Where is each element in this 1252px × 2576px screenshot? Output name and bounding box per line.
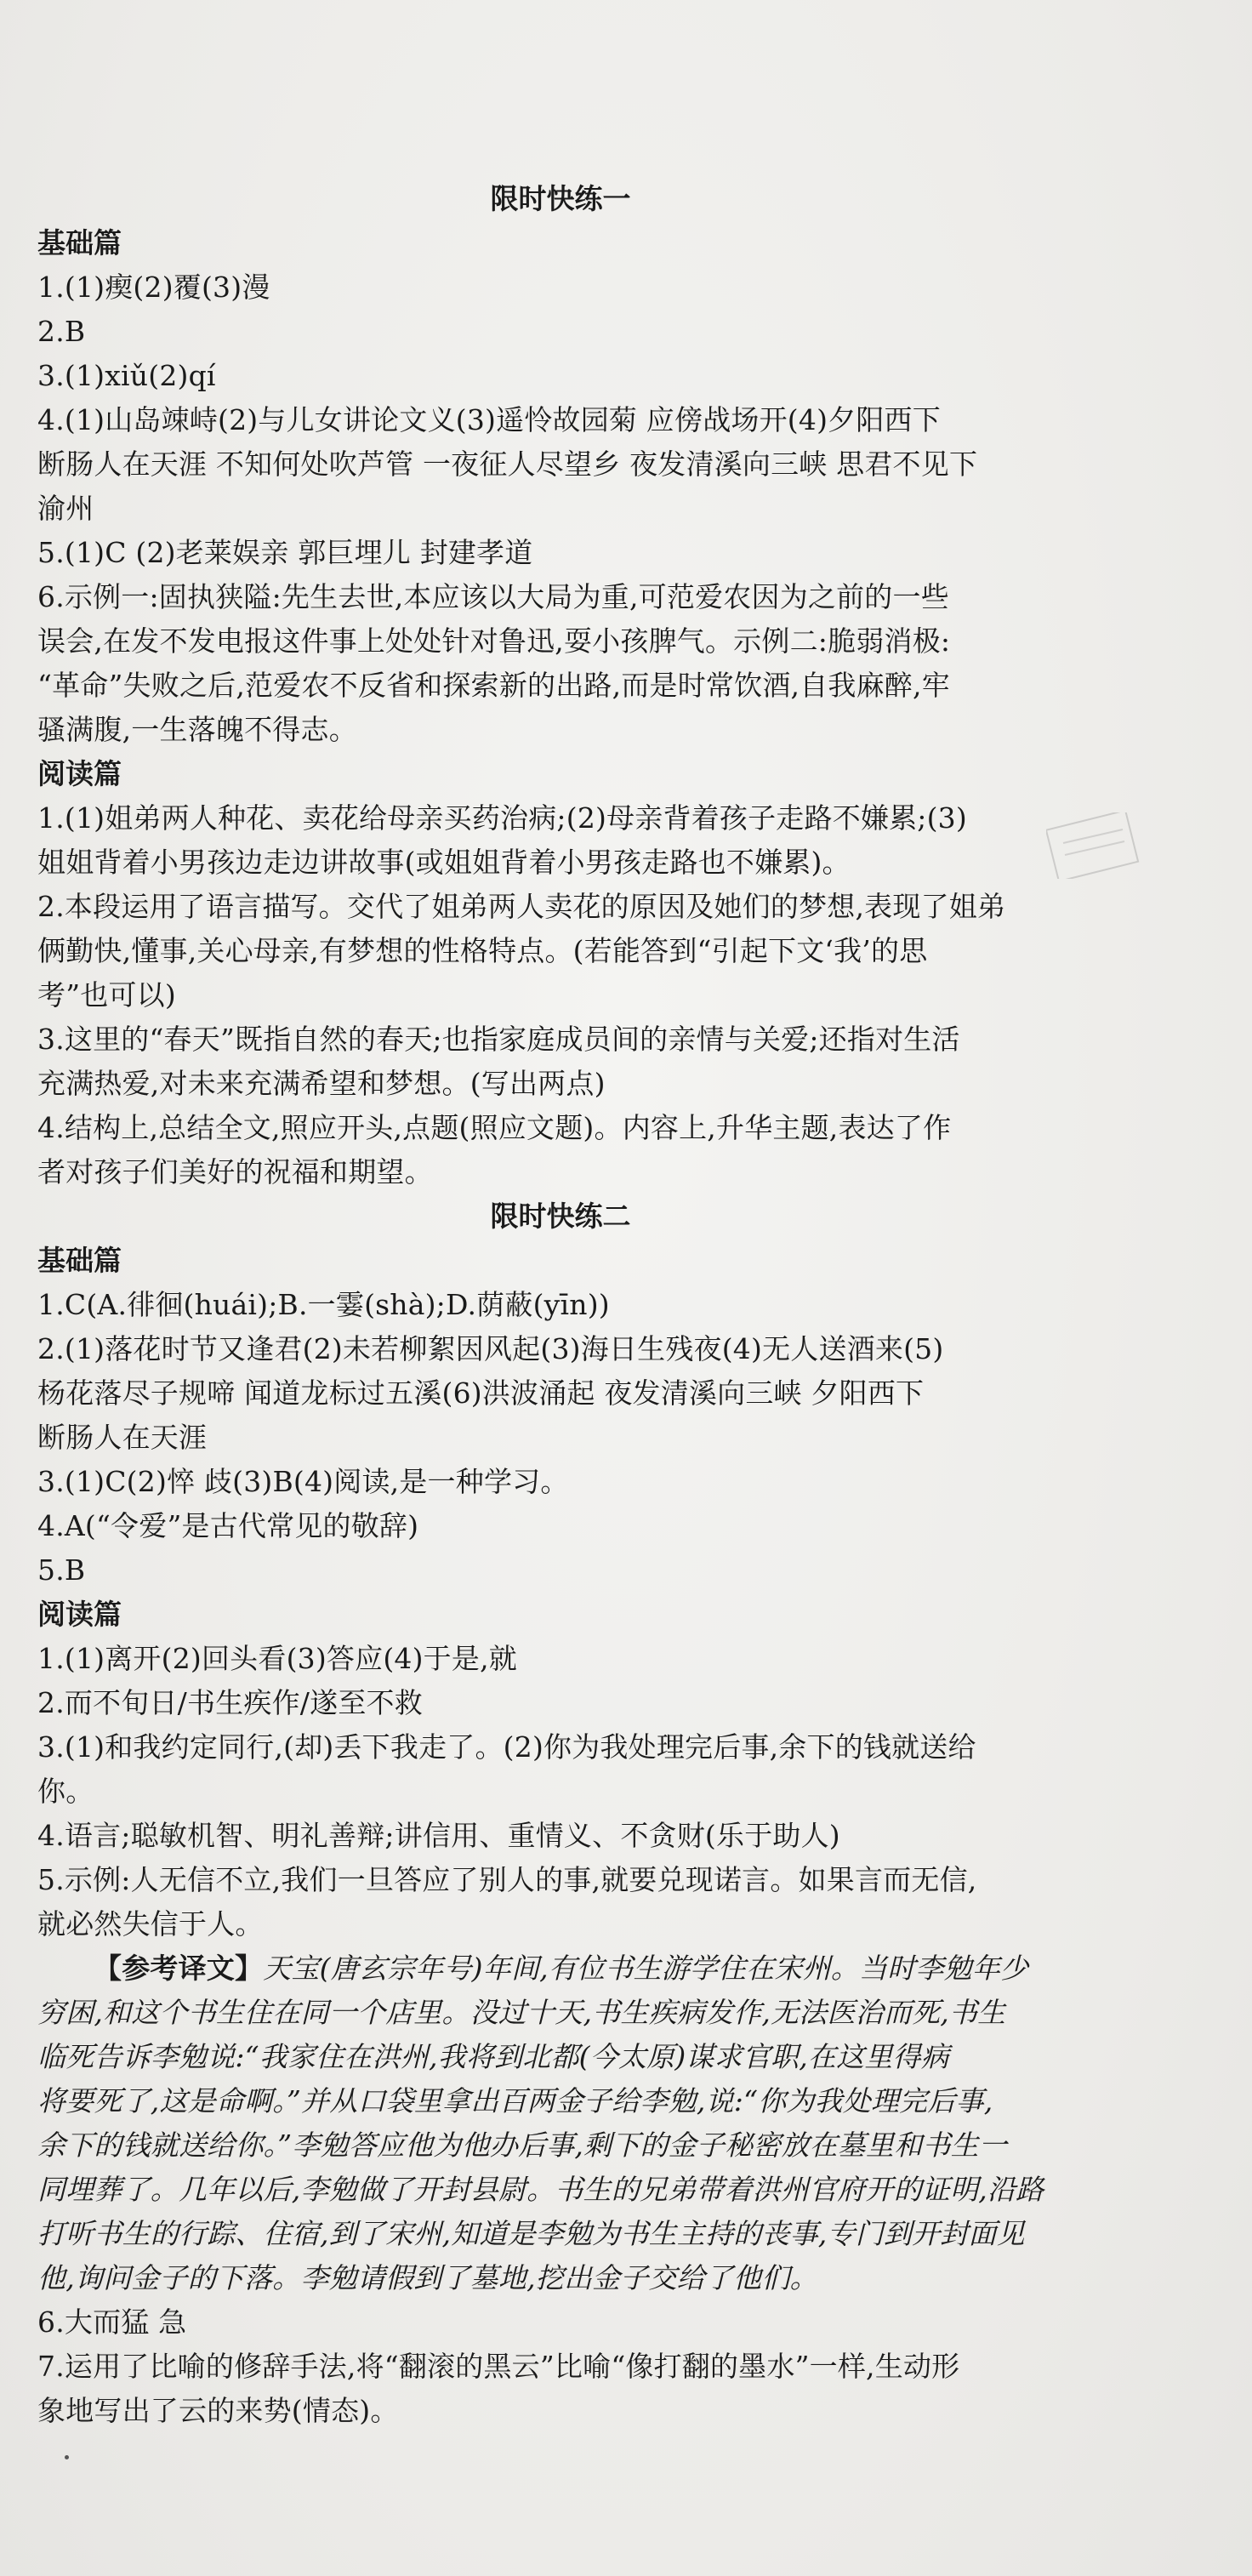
answer-line: 者对孩子们美好的祝福和期望。 xyxy=(37,1155,433,1188)
answer-line: 杨花落尽子规啼 闻道龙标过五溪(6)洪波涌起 夜发清溪向三峡 夕阳西下 xyxy=(37,1376,925,1410)
answer-line: 3.这里的“春天”既指自然的春天;也指家庭成员间的亲情与关爱;还指对生活 xyxy=(37,1023,960,1056)
answer-line: 5.(1)C (2)老莱娱亲 郭巨埋儿 封建孝道 xyxy=(37,536,533,569)
answer-line: 5.B xyxy=(37,1553,86,1587)
answer-line: 6.大而猛 急 xyxy=(37,2305,187,2339)
answer-line: “革命”失败之后,范爱农不反省和探索新的出路,而是时常饮酒,自我麻醉,牢 xyxy=(37,669,950,702)
section-label-basic: 基础篇 xyxy=(37,1244,122,1277)
answer-line: 5.示例:人无信不立,我们一旦答应了别人的事,就要兑现诺言。如果言而无信, xyxy=(37,1863,977,1896)
section-label-reading: 阅读篇 xyxy=(37,1598,122,1631)
answer-line: 姐姐背着小男孩边走边讲故事(或姐姐背着小男孩走路也不嫌累)。 xyxy=(37,846,851,879)
section-title: 限时快练二 xyxy=(490,1200,631,1233)
translation-line: 打听书生的行踪、住宿,到了宋州,知道是李勉为书生主持的丧事,专门到开封面见 xyxy=(37,2217,1025,2250)
answer-line: 3.(1)C(2)悴 歧(3)B(4)阅读,是一种学习。 xyxy=(37,1465,569,1498)
answer-line: 象地写出了云的来势(情态)。 xyxy=(37,2394,399,2427)
translation-line: 临死告诉李勉说:“我家住在洪州,我将到北都(今太原)谋求官职,在这里得病 xyxy=(37,2040,949,2073)
answer-line: 4.结构上,总结全文,照应开头,点题(照应文题)。内容上,升华主题,表达了作 xyxy=(37,1111,952,1144)
answer-line: 1.C(A.徘徊(huái);B.一霎(shà);D.荫蔽(yīn)) xyxy=(37,1288,610,1321)
reading-answers-continued xyxy=(37,2300,1084,2433)
answer-line: 考”也可以) xyxy=(37,978,176,1012)
answer-line: 1.(1)瘈(2)覆(3)漫 xyxy=(37,271,270,304)
answer-line: 3.(1)xiǔ(2)qí xyxy=(37,359,216,392)
answer-line: 4.A(“令爱”是古代常见的敬辞) xyxy=(37,1509,419,1542)
answer-line: 误会,在发不发电报这件事上处处针对鲁迅,耍小孩脾气。示例二:脆弱消极: xyxy=(37,624,951,658)
answer-line: 4.语言;聪敏机智、明礼善辩;讲信用、重情义、不贪财(乐于助人) xyxy=(37,1819,840,1852)
translation-text: 天宝(唐玄宗年号)年间,有位书生游学住在宋州。当时李勉年少 xyxy=(263,1952,1029,1985)
answer-line: 渝州 xyxy=(37,492,94,525)
answer-line: 你。 xyxy=(37,1775,94,1808)
translation-line: 同埋葬了。几年以后,李勉做了开封县尉。书生的兄弟带着洪州官府开的证明,沿路 xyxy=(37,2173,1044,2206)
answer-line: 俩勤快,懂事,关心母亲,有梦想的性格特点。(若能答到“引起下文‘我’的思 xyxy=(37,934,928,967)
translation-label: 【参考译文】 xyxy=(94,1952,264,1985)
answer-line: 7.运用了比喻的修辞手法,将“翻滚的黑云”比喻“像打翻的墨水”一样,生动形 xyxy=(37,2350,960,2383)
basic-answers xyxy=(37,1283,1084,1593)
translation-line: 余下的钱就送给你。”李勉答应他为他办后事,剩下的金子秘密放在墓里和书生一 xyxy=(37,2129,1008,2162)
answer-content xyxy=(37,177,1084,2433)
section-title: 限时快练一 xyxy=(490,182,631,215)
answer-line: 1.(1)姐弟两人种花、卖花给母亲买药治病;(2)母亲背着孩子走路不嫌累;(3) xyxy=(37,801,967,835)
answer-line: 断肠人在天涯 不知何处吹芦管 一夜征人尽望乡 夜发清溪向三峡 思君不见下 xyxy=(37,447,978,481)
translation-line: 穷困,和这个书生住在同一个店里。没过十天,书生疾病发作,无法医治而死,书生 xyxy=(37,1996,1006,2029)
answer-line: 就必然失信于人。 xyxy=(37,1907,264,1941)
answer-line: 充满热爱,对未来充满希望和梦想。(写出两点) xyxy=(37,1067,606,1100)
answer-line: 2.B xyxy=(37,315,86,348)
answer-line: 骚满腹,一生落魄不得志。 xyxy=(37,713,357,746)
answer-line: 2.而不旬日/书生疾作/遂至不救 xyxy=(37,1686,423,1719)
answer-line: 4.(1)山岛竦峙(2)与儿女讲论文义(3)遥怜故园菊 应傍战场开(4)夕阳西下 xyxy=(37,403,941,436)
section-label-basic: 基础篇 xyxy=(37,226,122,259)
basic-answers xyxy=(37,265,1084,752)
faint-stamp-mark xyxy=(1046,812,1140,879)
reading-answers xyxy=(37,796,1084,1194)
reading-answers xyxy=(37,1637,1084,1946)
answer-line: 2.本段运用了语言描写。交代了姐弟两人卖花的原因及她们的梦想,表现了姐弟 xyxy=(37,890,1006,923)
translation-line: 将要死了,这是命啊。”并从口袋里拿出百两金子给李勉,说:“你为我处理完后事, xyxy=(37,2084,993,2117)
answer-line: 6.示例一:固执狭隘:先生去世,本应该以大局为重,可范爱农因为之前的一些 xyxy=(37,580,949,613)
reference-translation xyxy=(37,1946,1084,2300)
section-label-reading: 阅读篇 xyxy=(37,757,122,790)
answer-line: 3.(1)和我约定同行,(却)丢下我走了。(2)你为我处理完后事,余下的钱就送给 xyxy=(37,1730,976,1764)
translation-line: 他,询问金子的下落。李勉请假到了墓地,挖出金子交给了他们。 xyxy=(37,2261,818,2294)
translation-line xyxy=(37,1946,1084,1991)
answer-line: 断肠人在天涯 xyxy=(37,1421,208,1454)
answer-line: 2.(1)落花时节又逢君(2)未若柳絮因风起(3)海日生残夜(4)无人送酒来(5) xyxy=(37,1332,944,1365)
speck xyxy=(65,2455,69,2459)
answer-line: 1.(1)离开(2)回头看(3)答应(4)于是,就 xyxy=(37,1642,517,1675)
